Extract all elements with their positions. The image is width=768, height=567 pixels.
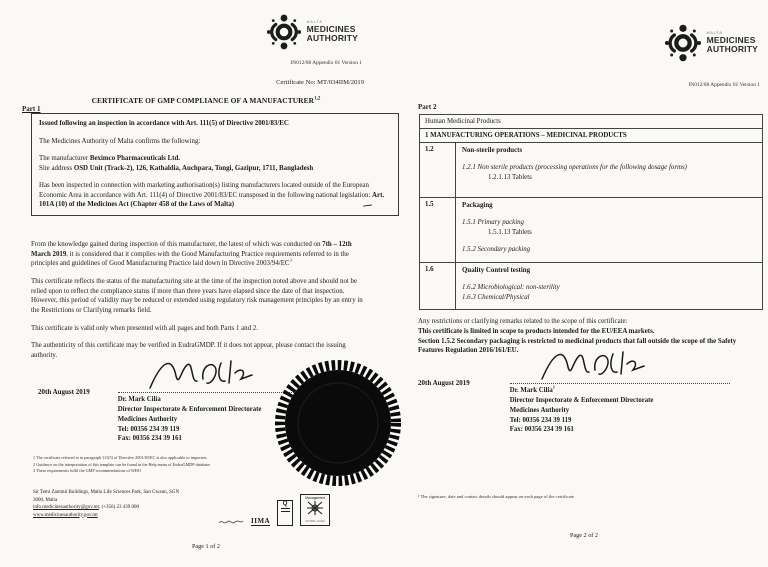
address-line-1: Sir Temi Zammit Buildings, Malta Life Sciences Park, San Gwann, SGN <box>33 490 180 495</box>
row-spacer <box>462 238 756 245</box>
row-content <box>456 143 762 197</box>
contact-line <box>33 504 179 512</box>
issued-statement: Issued following an inspection in accordance with Art. 111(5) of Directive 2001/83/EC <box>39 120 289 127</box>
row-line: 1.6.3 Chemical/Physical <box>462 294 530 301</box>
para1-prefix: From the knowledge gained during inspection of this manufacturer, the latest of which was conducted on <box>31 241 323 248</box>
logo-wordmark <box>307 21 358 44</box>
page-2-footnote: ¹ The signature, date and contact details should appear on each page of the certificate <box>418 494 575 499</box>
management-knot-icon <box>306 500 324 516</box>
authority-embossed-seal <box>272 354 404 492</box>
signatory-org: Medicines Authority <box>117 415 178 423</box>
row-title: Non-sterile products <box>462 147 523 154</box>
logo-line-authority: AUTHORITY <box>306 33 358 44</box>
website-link: www.medicinesauthority.gov.mt <box>33 512 98 518</box>
signature-block <box>418 369 730 435</box>
handwritten-signature-icon <box>146 356 258 392</box>
site-prefix: Site address <box>39 164 74 172</box>
remarks-intro: Any restrictions or clarifying remarks related to the scope of this certificate: <box>418 318 628 325</box>
signatory-tel: Tel: 00356 234 39 119 <box>117 425 180 433</box>
row-line: 1.2.1 Non sterile products (processing operations for the following dosage forms) <box>462 164 687 171</box>
site-address: OSD Unit (Track-2), 126, Kathaldia, Auchpara, Tongi, Gazipur, 1711, Bangladesh <box>73 164 314 172</box>
row-line: 1.2.1.13 Tablets <box>488 174 532 181</box>
paragraph-eudragmdp: The authenticity of this certificate may be verified in EudraGMDP. If it does not appear, please contact the issuing authority. <box>31 342 346 359</box>
signature-date: 20th August 2019 <box>418 379 470 387</box>
page-1-number: Page 1 of 2 <box>191 543 220 550</box>
quality-mark-line <box>281 511 290 512</box>
logo-wordmark <box>707 32 758 55</box>
handwritten-signature-icon <box>538 347 650 383</box>
row-line: 1.5.2 Secondary packing <box>462 246 531 253</box>
table-row-human-medicinal-products: Human Medicinal Products <box>420 115 762 129</box>
email-link: info.medicinesauthority@gov.mt <box>33 505 99 510</box>
medicines-authority-logo <box>265 12 358 52</box>
certificate-number: Certificate No: MT/034IIM/2019 <box>276 79 364 86</box>
remarks-secondary-packaging: Section 1.5.2 Secondary packaging is restricted to medicinal products that fall outside the scope of the Safety Features Regulation 2016/161/EU. <box>418 337 737 355</box>
table-row <box>420 263 762 309</box>
row-title: Quality Control testing <box>462 267 531 274</box>
signatory-fax: Fax: 00356 234 39 161 <box>509 426 574 434</box>
quality-mark-letter: Q <box>282 501 288 507</box>
row-number: 1.5 <box>420 198 456 262</box>
signatory-org: Medicines Authority <box>509 406 570 414</box>
signature-date: 20th August 2019 <box>38 388 90 396</box>
para1-footnote-ref: 3 <box>289 258 292 264</box>
signatory-role: Director Inspectorate & Enforcement Directorate <box>509 396 654 404</box>
manufacturer-prefix: The manufacturer <box>39 155 90 163</box>
certificate-page-1 <box>10 6 402 561</box>
management-system-logo <box>300 494 330 526</box>
signatory-role: Director Inspectorate & Enforcement Directorate <box>117 405 262 413</box>
table-row <box>420 143 762 198</box>
iima-logo: IIMA <box>251 517 271 525</box>
address-line-2: 3000, Malta <box>33 497 58 503</box>
paragraph-validity: This certificate reflects the status of the manufacturing site at the time of the inspection noted above and should not be relied upon to reflect the compliance status if more than three years have elapsed since the date of that inspection. However, this period of validity may be reduced or extended using regulatory risk management principles by an entry in the Restrictions or Clarifying remarks field. <box>31 277 363 314</box>
page-title-text: CERTIFICATE OF GMP COMPLIANCE OF A MANUFACTURER <box>91 96 315 105</box>
quality-mark-logo <box>277 500 293 526</box>
table-row-section-header: 1 MANUFACTURING OPERATIONS – MEDICINAL PRODUCTS <box>420 129 762 143</box>
para1-suffix: , it is considered that it complies with the Good Manufacturing Practice requirements referred to in the principles and guidelines of Good Manufacturing Practice laid down in Directive 2003/94/EC <box>31 250 349 268</box>
page-2-number: Page 2 of 2 <box>569 532 598 539</box>
signatory-name <box>510 386 730 396</box>
logo-line-authority: AUTHORITY <box>706 44 758 55</box>
part-1-label: Part 1 <box>22 105 41 113</box>
manufacturer-statement <box>39 154 391 173</box>
row-number: 1.6 <box>420 263 456 309</box>
confirms-statement: The Medicines Authority of Malta confirms the following: <box>39 137 201 145</box>
footnote-3: 3 These requirements fulfil the GMP recommendations of WHO <box>33 468 141 474</box>
logo-malta-label: MALTA <box>306 19 323 24</box>
signatory-name: Dr. Mark Cilia <box>117 396 161 403</box>
signature-line <box>510 383 730 384</box>
quality-mark-line <box>281 508 290 509</box>
national-legislation: Art. 101A (10) of the Medicines Act (Chapter 458 of the Laws of Malta) <box>39 191 385 209</box>
footer-address <box>33 489 179 519</box>
inspection-date: 7th – 12th March 2019 <box>31 241 352 258</box>
part-2-label: Part 2 <box>418 103 437 111</box>
footer-scribble-icon <box>218 517 244 526</box>
appendix-reference: IN012/08 Appendix 01 Version 1 <box>290 60 362 66</box>
row-content <box>456 198 762 262</box>
row-number: 1.2 <box>420 143 456 197</box>
signatory-details <box>510 369 730 435</box>
signatory-name-text: Dr. Mark Cilia <box>509 387 553 394</box>
title-footnote-ref: 1,2 <box>314 96 321 102</box>
row-line: 1.5.1 Primary packing <box>462 219 525 226</box>
certificate-page-2 <box>404 14 764 562</box>
logo-line-medicines: MEDICINES <box>306 24 356 35</box>
management-label: Management <box>305 496 326 501</box>
paragraph-all-pages: This certificate is valid only when presented with all pages and both Parts 1 and 2. <box>31 324 258 332</box>
page-title <box>40 96 372 105</box>
manufacturer-name: Beximco Pharmaceuticals Ltd. <box>89 155 181 163</box>
medicines-authority-logo-icon <box>265 12 303 52</box>
appendix-reference: IN012/08 Appendix 01 Version 1 <box>688 82 760 88</box>
footer-certification-logos <box>218 490 330 526</box>
footnotes-block <box>33 455 210 475</box>
table-row <box>420 198 762 263</box>
phone-number: ; (+356) 23 439 000 <box>98 505 139 510</box>
logo-line-medicines: MEDICINES <box>706 35 756 46</box>
medicines-authority-logo-icon <box>663 22 703 64</box>
management-subtext: ISO 9001 certified <box>305 520 325 524</box>
footnote-2: 2 Guidance on the interpretation of this template can be found in the Help menu of EudraGMDP database <box>33 461 210 467</box>
medicines-authority-logo <box>663 22 758 64</box>
certificate-statement-box <box>31 113 399 216</box>
row-title: Packaging <box>462 202 493 209</box>
inspected-statement <box>39 181 391 210</box>
inspected-text: Has been inspected in connection with marketing authorisation(s) listing manufacturers located outside of the European Economic Area in accordance with Art. 111(4) of Directive 2001/83/EC transposed in the following national legislation: <box>39 182 373 199</box>
manufacturing-scope-table <box>419 114 763 310</box>
remarks-eu-eea: This certificate is limited in scope to products intended for the EU/EEA markets. <box>418 327 655 335</box>
row-line: 1.6.2 Microbiological: non-sterility <box>462 284 560 291</box>
paragraph-inspection-date <box>31 240 371 269</box>
signatory-footnote-ref: 1 <box>552 384 555 390</box>
row-line: 1.5.1.13 Tablets <box>488 229 532 236</box>
footnote-1: 1 The certificate referred to in paragraph 111(5) of Directive 2001/83/EC is also applicable to importers <box>33 455 207 460</box>
signatory-tel: Tel: 00356 234 39 119 <box>509 416 572 424</box>
certificate-paragraphs <box>31 240 371 369</box>
row-content <box>456 263 762 309</box>
logo-malta-label: MALTA <box>706 30 723 35</box>
signatory-fax: Fax: 00356 234 39 161 <box>117 435 182 443</box>
